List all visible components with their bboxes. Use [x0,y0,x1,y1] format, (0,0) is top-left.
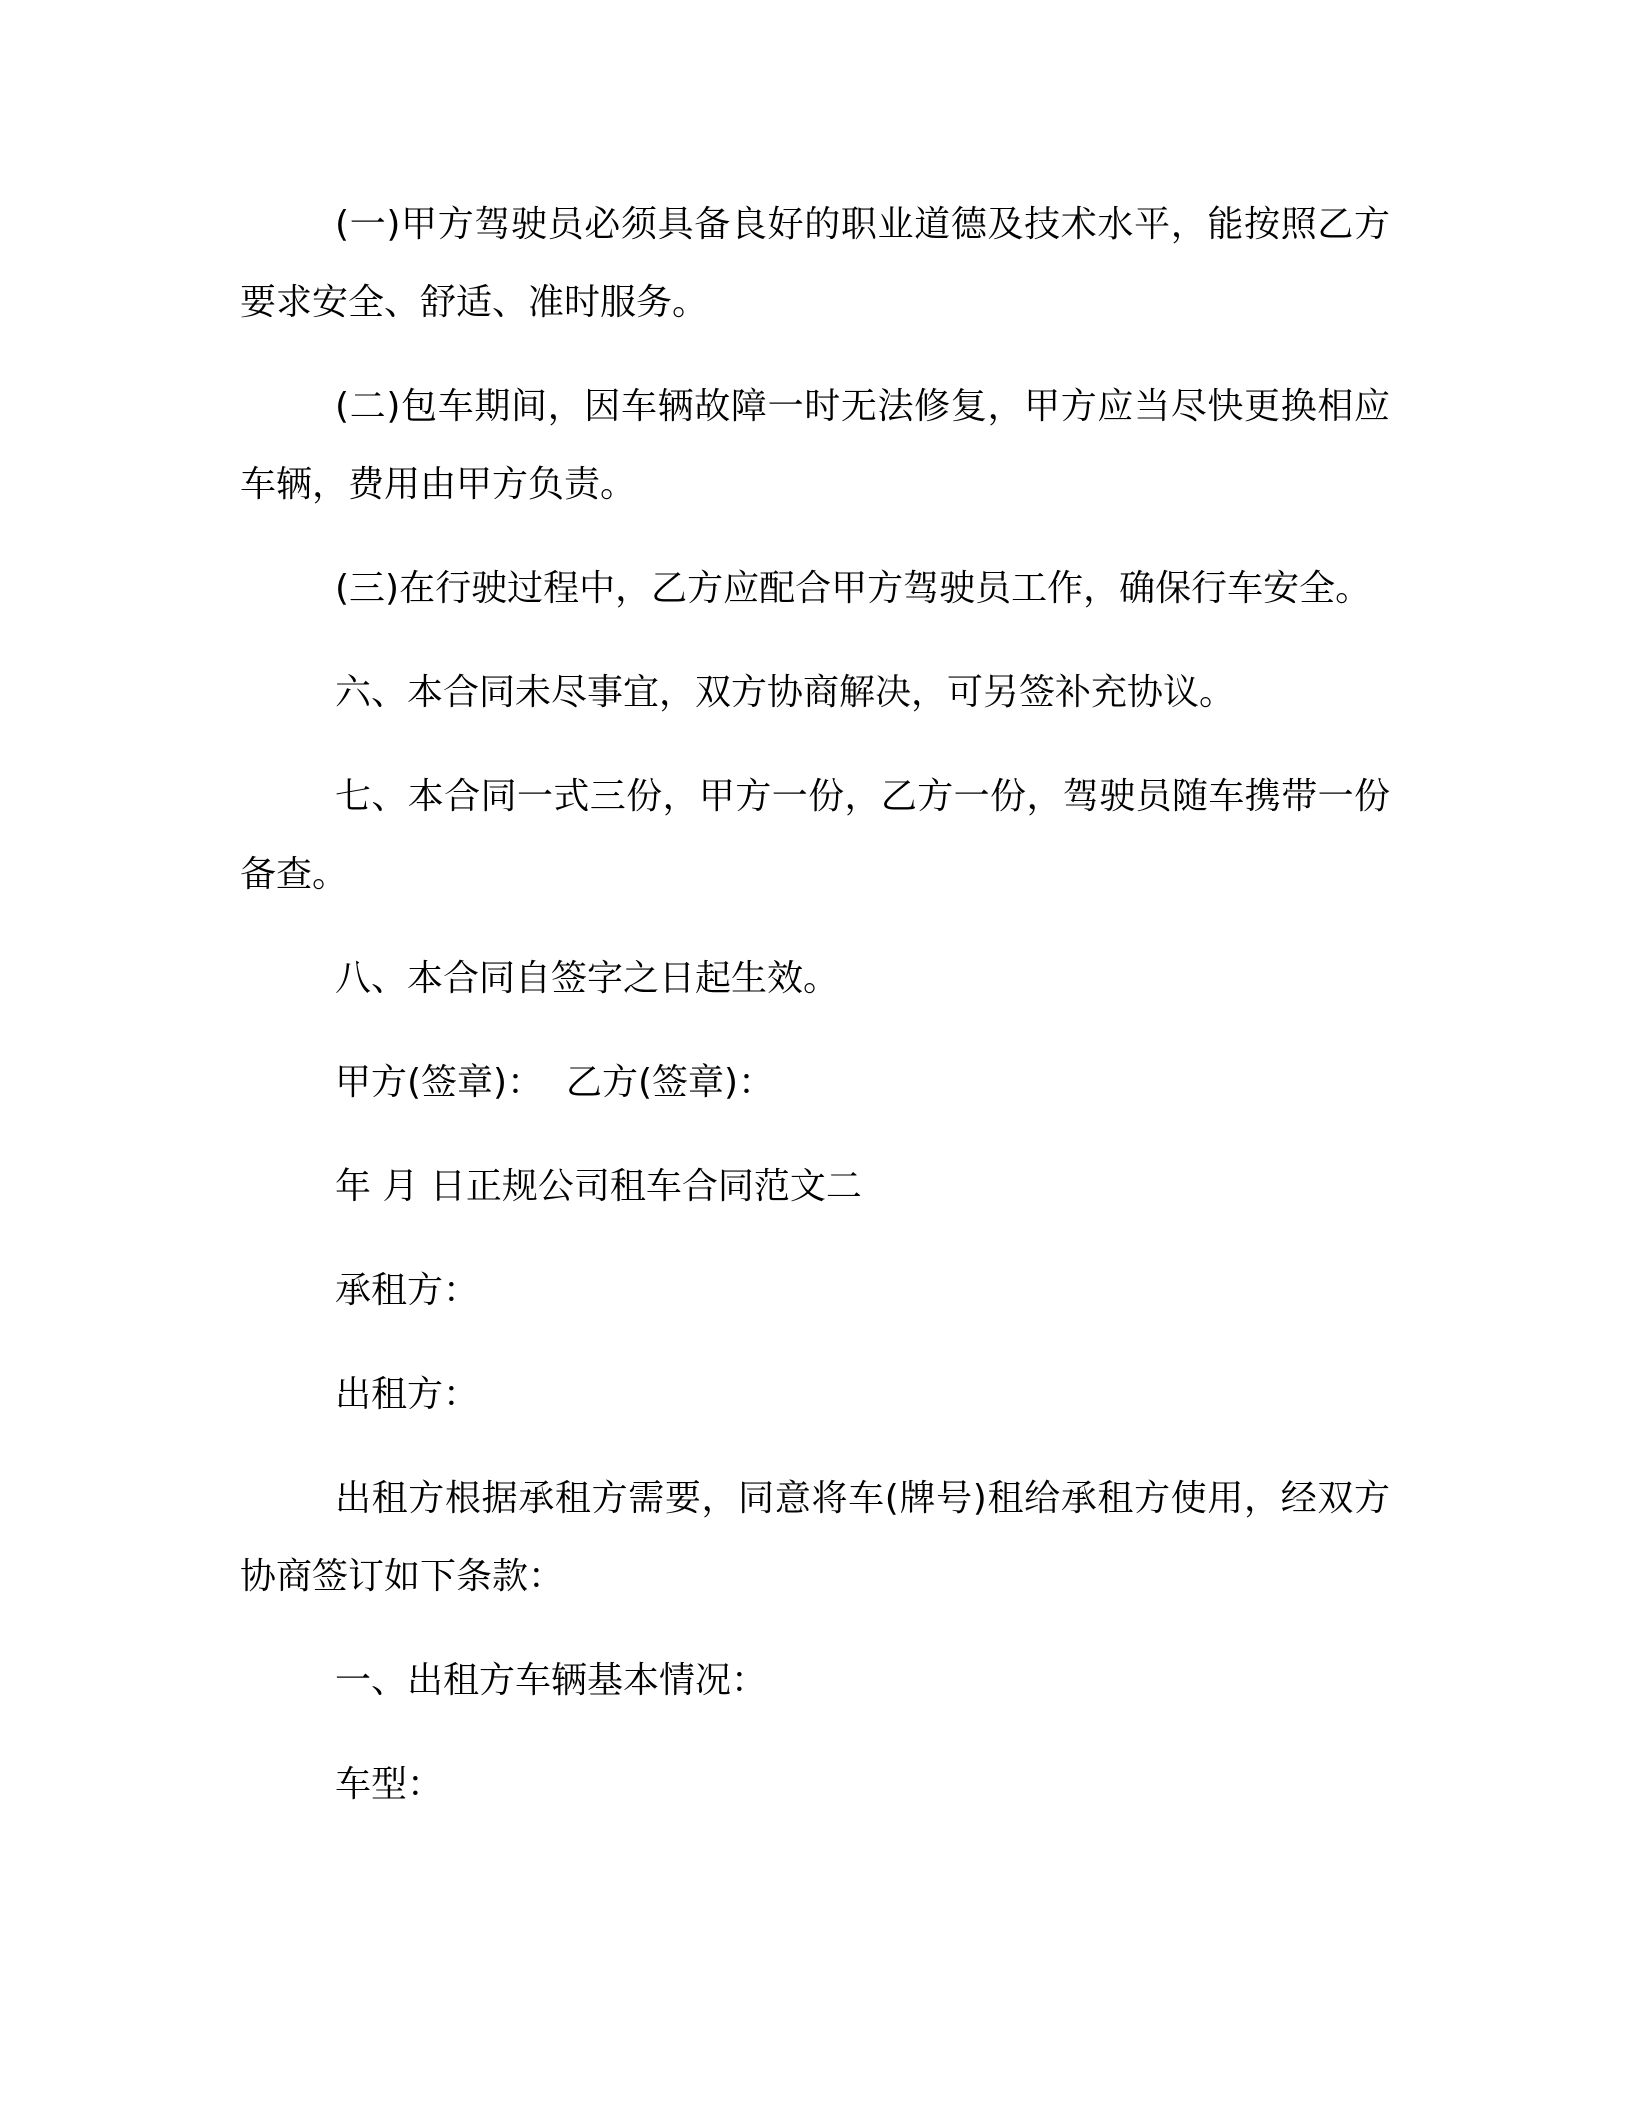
paragraph-signatures: 甲方(签章)： 乙方(签章)： [335,1062,775,1103]
paragraph-clause-seven: 七、本合同一式三份，甲方一份，乙方一份，驾驶员随车携带一份备查。 [240,776,1390,895]
paragraph-clause-six: 六、本合同未尽事宜，双方协商解决，可另签补充协议。 [335,672,1236,713]
paragraph-agreement-intro: 出租方根据承租方需要，同意将车(牌号)租给承租方使用，经双方协商签订如下条款： [240,1478,1390,1597]
document-body [240,186,1390,1850]
paragraph-vehicle-failure: (二)包车期间，因车辆故障一时无法修复，甲方应当尽快更换相应车辆，费用由甲方负责。 [240,386,1390,505]
paragraph-section-one: 一、出租方车辆基本情况： [335,1660,768,1701]
paragraph-date-title: 年 月 日正规公司租车合同范文二 [335,1166,862,1207]
paragraph-clause-eight: 八、本合同自签字之日起生效。 [335,958,840,999]
paragraph-lessor: 出租方： [335,1374,480,1415]
paragraph-driving-safety: (三)在行驶过程中，乙方应配合甲方驾驶员工作，确保行车安全。 [335,568,1372,609]
paragraph-vehicle-model: 车型： [335,1764,444,1805]
paragraph-driver-requirements: (一)甲方驾驶员必须具备良好的职业道德及技术水平，能按照乙方要求安全、舒适、准时服务。 [240,204,1390,323]
paragraph-lessee: 承租方： [335,1270,480,1311]
